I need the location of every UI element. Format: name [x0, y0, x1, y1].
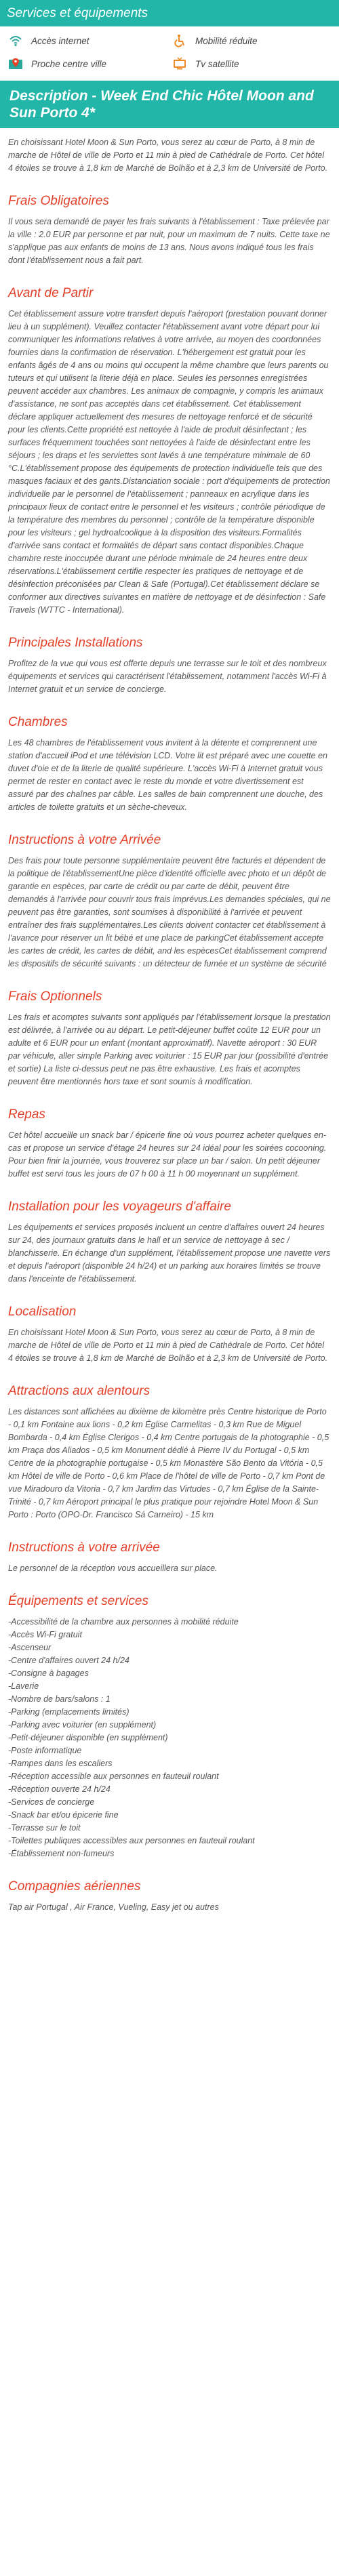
services-header: Services et équipements: [0, 0, 339, 26]
description-header: Description - Week End Chic Hôtel Moon and Sun Porto 4*: [0, 81, 339, 128]
section-title-principales-installations: Principales Installations: [8, 636, 143, 650]
section-title-voyageurs-affaire: Installation pour les voyageurs d'affaire: [8, 1200, 231, 1214]
list-item: -Réception ouverte 24 h/24: [8, 1784, 111, 1794]
section-text-frais-obligatoires: Il vous sera demandé de payer les frais suivants à l'établissement : Taxe prélevée par la ville : 2.0 EUR par personne et par nuit, pour un maximum de 7 nuits. Cette taxe ne s'applique pas aux enfants de moins de 13 ans. Nous avons indiqué tous les frais dont l'établissement nous a fait part.: [8, 217, 330, 265]
section-title-localisation: Localisation: [8, 1305, 77, 1319]
service-label: Proche centre ville: [31, 58, 107, 69]
list-item: -Terrasse sur le toit: [8, 1823, 81, 1833]
service-internet: [8, 33, 167, 48]
service-city-center: [8, 56, 167, 71]
list-item: -Accessibilité de la chambre aux personnes à mobilité réduite: [8, 1617, 239, 1627]
wifi-icon: [8, 33, 23, 48]
section-text-frais-optionnels: Les frais et acomptes suivants sont appliqués par l'établissement lorsque la prestation est délivrée, à l'arrivée ou au départ. Le petit-déjeuner buffet coûte 12 EUR pour un adulte et 6 EUR pour un enfant (montant approximatif). Navette aéroport : 30 EUR par véhicule, aller simple Parking avec voiturier : 15 EUR par jour (possibilité d'entrée et sortie) La liste ci-dessus peut ne pas être exhaustive. Les frais et acomptes peuvent être mentionnés hors taxe et sont soumis à modification.: [8, 1013, 331, 1086]
section-title-equipements: Équipements et services: [8, 1594, 148, 1608]
service-label: Tv satellite: [195, 58, 239, 69]
list-item: -Parking avec voiturier (en supplément): [8, 1720, 157, 1730]
section-title-avant-de-partir: Avant de Partir: [8, 286, 94, 300]
list-item: -Petit-déjeuner disponible (en supplément): [8, 1733, 168, 1742]
service-label: Mobilité réduite: [195, 35, 258, 46]
section-text-repas: Cet hôtel accueille un snack bar / épicerie fine où vous pourrez acheter quelques en-cas et propose un service d'étage 24 heures sur 24 idéal pour les soirées cocooning. Pour bien finir la journée, vous trouverez sur place un bar / salon. Un petit déjeuner buffet est servi tous les jours de 07 h 00 à 11 h 00 moyennant un supplément.: [8, 1130, 327, 1179]
list-item: -Snack bar et/ou épicerie fine: [8, 1810, 119, 1820]
service-mobility: [172, 33, 331, 48]
section-title-instructions-arrivee: Instructions à votre Arrivée: [8, 833, 161, 847]
list-item: -Poste informatique: [8, 1746, 82, 1755]
section-title-chambres: Chambres: [8, 715, 68, 729]
list-item: -Nombre de bars/salons : 1: [8, 1694, 111, 1704]
map-pin-icon: [8, 56, 23, 71]
service-tv: [172, 56, 331, 71]
section-title-compagnies-aeriennes: Compagnies aériennes: [8, 1879, 141, 1894]
section-title-instructions-votre-arrivee: Instructions à votre arrivée: [8, 1540, 160, 1555]
services-grid: [0, 26, 339, 81]
service-label: Accès internet: [31, 35, 89, 46]
intro-text: En choisissant Hotel Moon & Sun Porto, vous serez au cœur de Porto, à 8 min de marche de Hôtel de ville de Porto et 11 min à pied de Cathédrale de Porto. Cet hôtel 4 étoiles se trouve à 1,8 km de Marché de Bolhão et à 2,3 km de Université de Porto.: [8, 138, 328, 173]
section-text-principales-installations: Profitez de la vue qui vous est offerte depuis une terrasse sur le toit et des nombreux équipements et services qui caractérisent l'établissement, notamment l'accès Wi-Fi à Internet gratuit et un service de concierge.: [8, 659, 327, 694]
equipment-list: [8, 1616, 331, 1860]
list-item: -Services de concierge: [8, 1797, 95, 1807]
list-item: -Consigne à bagages: [8, 1669, 89, 1678]
section-text-localisation: En choisissant Hotel Moon & Sun Porto, vous serez au cœur de Porto, à 8 min de marche de Hôtel de ville de Porto et 11 min à pied de Cathédrale de Porto. Cet hôtel 4 étoiles se trouve à 1,8 km de Marché de Bolhão et à 2,3 km de Université de Porto.: [8, 1328, 328, 1363]
section-title-frais-optionnels: Frais Optionnels: [8, 989, 102, 1004]
wheelchair-icon: [172, 33, 187, 48]
section-title-frais-obligatoires: Frais Obligatoires: [8, 194, 109, 208]
section-title-attractions: Attractions aux alentours: [8, 1384, 151, 1398]
section-text-avant-de-partir: Cet établissement assure votre transfert depuis l'aéroport (prestation pouvant donner lieu à un supplément). Veuillez contacter l'établissement avant votre départ pour lui communiquer les informations relatives à votre arrivée, au moyen des coordonnées fournies dans la confirmation de réservation. L'hébergement est gratuit pour les enfants âgés de 4 ans ou moins qui occupent la même chambre que leurs parents ou tuteurs et qui utilisent la literie déjà en place. Seules les personnes enregistrées peuvent accéder aux chambres. Les animaux de compagnie, y compris les animaux d'assistance, ne sont pas acceptés dans cet établissement. Cet établissement déclare appliquer actuellement des mesures de nettoyage renforcé et de sécurité pour les clients.Cette propriété est nettoyée à l'aide de produit désinfectant ; les surfaces fréquemment touchées sont nettoyées à l'aide de désinfectant entre les séjours ; les draps et les serviettes sont lavés à une température minimale de 60 °C.L'établissement propose des équipements de protection individuelle tels que des masques faciaux et des gants.Distanciation sociale : port d'équipements de protection individuelle par le personnel de l'établissement ; panneaux en acrylique dans les principaux lieux de contact entre le personnel et les visiteurs ; contrôle périodique de la température des membres du personnel ; contrôle de la température disponible pour les visiteurs ; gel hydroalcoolique à la disposition des visiteurs.Formalités d'arrivée sans contact et formalités de départ sans contact disponibles.Chaque chambre reste inoccupée durant une période minimale de 24 heures entre deux réservations.L'établissement certifie respecter les pratiques de nettoyage et de désinfection préconisées par Clean & Safe (Portugal).Cet établissement déclare se conformer aux directives suivantes en matière de nettoyage et de désinfection : Safe Travels (WTTC - International).: [8, 309, 330, 615]
section-text-instructions-votre-arrivee: Le personnel de la réception vous accueillera sur place.: [8, 1563, 218, 1573]
section-text-chambres: Les 48 chambres de l'établissement vous invitent à la détente et comprennent une station d'accueil iPod et une télévision LCD. Votre lit est préparé avec une couette en duvet d'oie et de la literie de qualité supérieure. L'accès Wi-Fi à Internet gratuit vous permet de rester en contact avec le reste du monde et votre divertissement est assuré par des chaînes par câble. Les salles de bain comprennent une douche, des articles de toilette gratuits et un sèche-cheveux.: [8, 738, 327, 812]
airlines-text: Tap air Portugal , Air France, Vueling, Easy jet ou autres: [8, 1902, 219, 1912]
description-content: [0, 136, 339, 1914]
section-text-attractions: Les distances sont affichées au dixième de kilomètre près Centre historique de Porto - 0,1 km Fontaine aux lions - 0,2 km Église Carmelitas - 0,3 km Rue de Miguel Bombarda - 0,4 km Église Clerigos - 0,4 km Centre portugais de la photographie - 0,5 km Praça dos Aliados - 0,5 km Monument dédié à Pierre IV du Portugal - 0,5 km Centre de la photographie portugaise - 0,5 km Monastère São Bento da Vitória - 0,5 km Hôtel de ville de Porto - 0,6 km Place de l'hôtel de ville de Porto - 0,7 km Pont de vue Miradouro da Vitoria - 0,7 km Jardim das Virtudes - 0,7 km Église de la Sainte-Trinité - 0,7 km Aéroport principal le plus pratique pour rejoindre Hotel Moon & Sun Porto : Porto (OPO-Dr. Francisco Sá Carneiro) - 15 km: [8, 1407, 330, 1519]
list-item: -Rampes dans les escaliers: [8, 1759, 113, 1768]
list-item: -Réception accessible aux personnes en fauteuil roulant: [8, 1772, 219, 1781]
list-item: -Accès Wi-Fi gratuit: [8, 1630, 82, 1639]
tv-icon: [172, 56, 187, 71]
list-item: -Toilettes publiques accessibles aux personnes en fauteuil roulant: [8, 1836, 255, 1845]
section-text-voyageurs-affaire: Les équipements et services proposés incluent un centre d'affaires ouvert 24 heures sur 24, des journaux gratuits dans le hall et un service de nettoyage à sec / blanchisserie. En échange d'un supplément, l'établissement propose une navette vers et depuis l'aéroport (disponible 24 h/24) et un parking aux horaires limités se trouve dans l'enceinte de l'établissement.: [8, 1223, 331, 1284]
list-item: -Centre d'affaires ouvert 24 h/24: [8, 1656, 129, 1665]
list-item: -Établissement non-fumeurs: [8, 1849, 115, 1858]
section-title-repas: Repas: [8, 1107, 45, 1122]
list-item: -Parking (emplacements limités): [8, 1707, 129, 1717]
section-text-instructions-arrivee: Des frais pour toute personne supplémentaire peuvent être facturés et dépendent de la politique de l'établissementUne pièce d'identité officielle avec photo et un dépôt de garantie en espèces, par carte de crédit ou par carte de débit, peuvent être demandés à l'arrivée pour couvrir tous frais imprévus.Les demandes spéciales, qui ne peuvent pas être garanties, sont soumises à disponibilité à l'arrivée et peuvent entraîner des frais supplémentaires.Les clients doivent contacter cet établissement à l'avance pour réserver un lit bébé et une place de parkingCet établissement accepte les cartes de crédit, les cartes de débit, and les espècesCet établissement comprend les dispositifs de sécurité suivants : un détecteur de fumée et un système de sécurité: [8, 856, 331, 968]
list-item: -Ascenseur: [8, 1643, 52, 1652]
list-item: -Laverie: [8, 1681, 39, 1691]
